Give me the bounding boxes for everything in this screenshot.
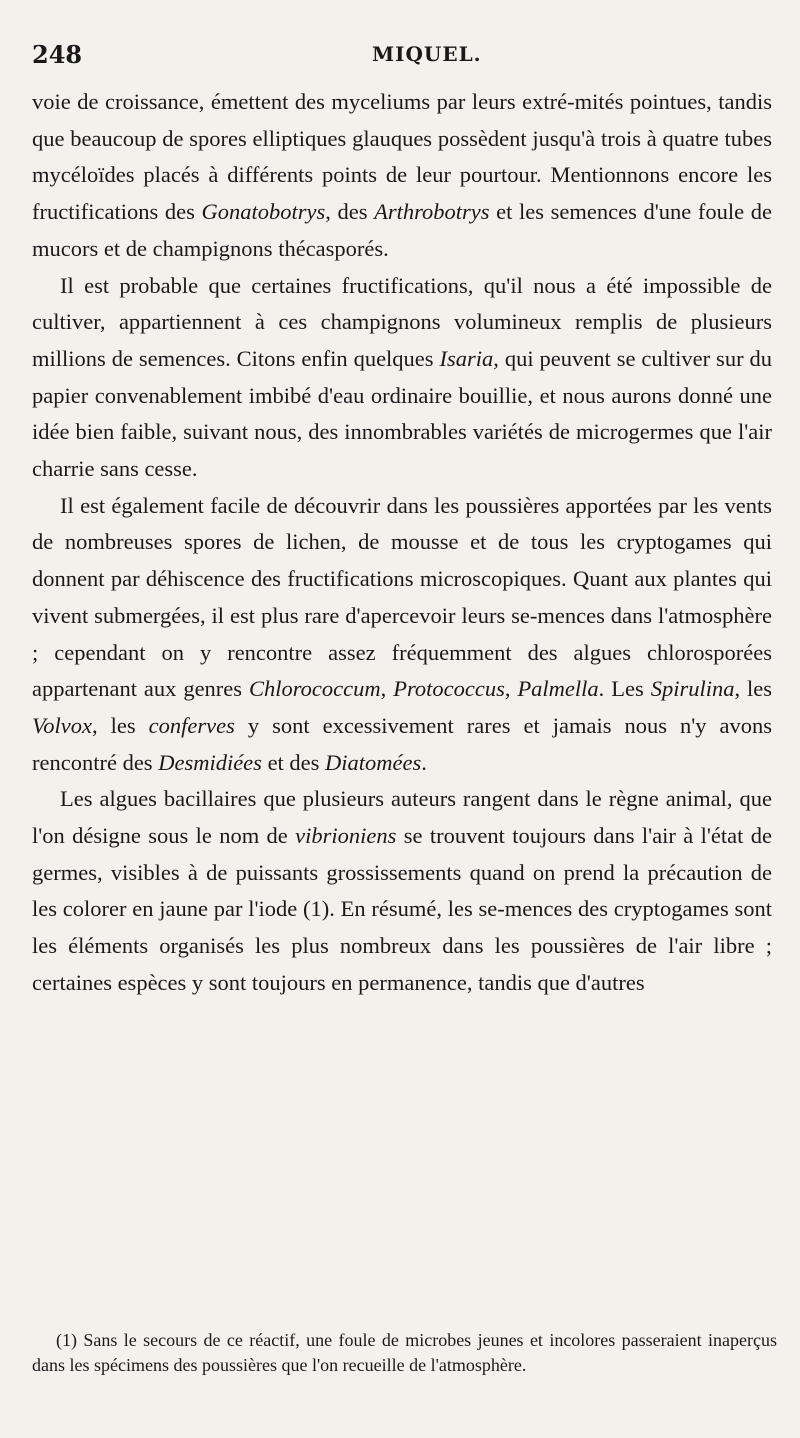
text-run: . bbox=[421, 749, 427, 775]
text-run: , les bbox=[91, 712, 149, 738]
italic-term: Arthrobotrys bbox=[374, 199, 490, 225]
italic-term: Protococcus bbox=[393, 676, 505, 702]
text-run: Il est probable que certaines fructifications, qu'il nous a été impossible de cultiver, appartiennent à ces champignons volumineux remplis de plusieurs millions de semences. Citons enfin quelques bbox=[32, 272, 772, 371]
italic-term: Diatomées bbox=[325, 749, 422, 775]
italic-term: Spirulina bbox=[650, 676, 735, 702]
text-run: et des bbox=[261, 749, 326, 775]
footnote bbox=[32, 1328, 777, 1378]
text-run: Les algues bacillaires que plusieurs auteurs rangent dans le règne animal, que l'on désigne sous le nom de bbox=[32, 786, 772, 849]
italic-term: Palmella bbox=[517, 676, 599, 702]
italic-term: Gonatobotrys bbox=[201, 199, 326, 225]
text-run: , les bbox=[734, 676, 773, 702]
text-run: . Les bbox=[598, 676, 651, 702]
italic-term: conferves bbox=[148, 712, 235, 738]
running-head: MIQUEL. bbox=[372, 42, 482, 66]
page-header bbox=[32, 40, 772, 74]
footnote-text: (1) Sans le secours de ce réactif, une foule de microbes jeunes et incolores passeraient inaperçus dans les spécimens des poussières que l'on recueille de l'atmosphère. bbox=[32, 1330, 777, 1375]
text-run: voie de croissance, émettent des myceliums par leurs extré-mités pointues, tandis que beaucoup de spores elliptiques glauques possèdent jusqu'à trois à quatre tubes mycéloïdes placés à différents points de leur pourtour. Mentionnons encore les fructifications des bbox=[32, 89, 772, 225]
paragraph-2 bbox=[32, 268, 772, 488]
text-run: y sont excessivement rares et jamais nous n'y avons rencontré des bbox=[32, 712, 772, 775]
italic-term: Chlorococcum bbox=[249, 676, 381, 702]
text-run: se trouvent toujours dans l'air à l'état de germes, visibles à de puissants grossissements quand on prend la précaution de les colorer en jaune par l'iode (1). En résumé, les se-mences des cryptogames sont les éléments organisés les plus nombreux dans les poussières de l'air libre ; certaines espèces y sont toujours en permanence, tandis que d'autres bbox=[32, 823, 772, 995]
italic-term: Volvox bbox=[32, 712, 92, 738]
text-run: , bbox=[380, 676, 394, 702]
body-text bbox=[32, 84, 772, 1002]
paragraph-4 bbox=[32, 781, 772, 1001]
italic-term: Desmidiées bbox=[158, 749, 262, 775]
italic-term: Isaria bbox=[439, 345, 494, 371]
paragraph-1 bbox=[32, 84, 772, 268]
paragraph-3 bbox=[32, 488, 772, 782]
italic-term: vibrioniens bbox=[295, 823, 397, 849]
text-run: , bbox=[504, 676, 518, 702]
text-run: , des bbox=[325, 199, 375, 225]
page-number: 248 bbox=[32, 40, 83, 69]
text-run: et les semences d'une foule de mucors et de champignons thécasporés. bbox=[32, 199, 772, 261]
text-run: , qui peuvent se cultiver sur du papier convenablement imbibé d'eau ordinaire bouillie, et nous aurons donné une idée bien faible, suivant nous, des innombrables variétés de microgermes que l'air charrie sans cesse. bbox=[32, 345, 773, 482]
text-run: Il est également facile de découvrir dans les poussières apportées par les vents de nombreuses spores de lichen, de mousse et de tous les cryptogames qui donnent par déhiscence des fructifications microscopiques. Quant aux plantes qui vivent submergées, il est plus rare d'apercevoir leurs se-mences dans l'atmosphère ; cependant on y rencontre assez fréquemment des algues chlorosporées appartenant aux genres bbox=[32, 492, 772, 702]
